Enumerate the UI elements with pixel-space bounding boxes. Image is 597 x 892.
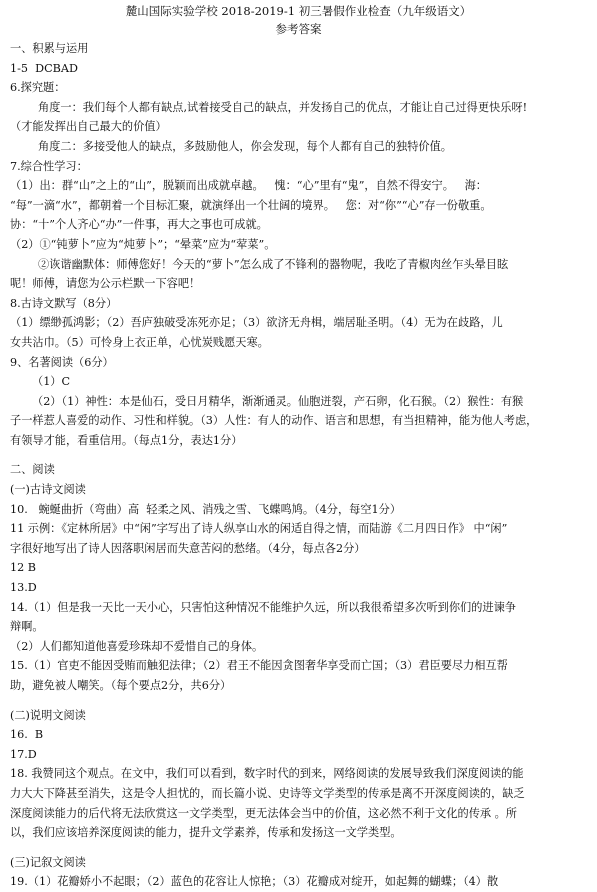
answer-line: 11 示例：《定林所居》中“闲”字写出了诗人纵享山水的闲适自得之情，而陆游《二月四日作》 中“闲” [10,522,508,536]
section-heading-1: 一、积累与运用 [10,42,89,55]
answer-line: ②诙谐幽默体：师傅您好！今天的“萝卜”怎么成了不锋利的器物呢，我吃了青椒肉丝乍头晕目眩 [38,257,509,271]
answer-line: （1）缥缈孤鸿影；（2）吾庐独破受冻死亦足；（3）欲济无舟楫，端居耻圣明。（4）无为在歧路，儿 [10,316,503,330]
answer-line: 10. 蜿蜒曲折（弯曲）高 轻柔之风、消残之雪、飞蝶鸣鸠。（4分，每空1分） [10,502,402,516]
answer-line: 协：“十”个人齐心“办”一件事，再大之事也可成就。 [10,218,268,232]
answer-line: 角度二：多接受他人的缺点，多鼓励他人，你会发现，每个人都有自己的独特价值。 [38,139,452,153]
answer-line: （2）（1）神性：本是仙石，受日月精华，渐渐通灵。仙胞迸裂，产石卵，化石猴。（2）猴性：有猴 [32,394,524,408]
answer-line: （才能发挥出自己最大的价值） [10,120,167,134]
spacer [10,450,587,460]
subsection-heading: (三)记叙文阅读 [10,855,86,869]
spacer [10,843,587,853]
spacer [10,696,587,706]
subsection-heading: (二)说明文阅读 [10,708,86,722]
answer-line: 14.（1）但是我一天比一天小心，只害怕这种情况不能维护久远，所以我很希望多次听到你们的进谏争 [10,600,516,614]
answer-line: 18. 我赞同这个观点。在文中，我们可以看到，数字时代的到来，网络阅读的发展导致我们深度阅读的能 [10,767,524,781]
answer-line: 力大大下降甚至消失，这是令人担忧的，而长篇小说、史诗等文学类型的传承是离不开深度阅读的，缺乏 [10,786,525,800]
answer-line: 9、名著阅读（6分） [10,355,114,369]
answer-line: 1-5 DCBAD [10,61,78,75]
answer-line: 辩啊。 [10,620,44,634]
answer-line: 6.探究题： [10,81,66,95]
document-subtitle: 参考答案 [275,22,322,36]
answer-line: （1）出：群“山”之上的“山”，脱颖而出成就卓越。 愧：“心”里有“鬼”，自然不得安宁。 海： [10,179,487,193]
answer-line: 13.D [10,581,37,595]
answer-line: 有领导才能，看重信用。（每点1分，表达1分） [10,433,243,447]
answer-line: 深度阅读能力的后代将无法欣赏这一文学类型，更无法体会当中的价值，这必然不利于文化的传承 。所 [10,806,517,820]
answer-line: 助，避免被人嘲笑。（每个要点2分，共6分） [10,679,232,692]
answer-line: 角度一：我们每个人都有缺点,试着接受自己的缺点，并发扬自己的优点，才能让自己过得更快乐呀! [38,100,528,114]
answer-line: 以，我们应该培养深度阅读的能力，提升文学素养，传承和发扬这一文学类型。 [10,826,402,840]
document-title: 麓山国际实验学校 2018-2019-1 初三暑假作业检查（九年级语文） [125,4,472,18]
answer-line: 15.（1）官吏不能因受贿而触犯法律；（2）君王不能因贪图奢华享受而亡国；（3）君臣要尽力相互帮 [10,659,508,673]
answer-line: 12 B [10,561,37,575]
answer-line: 子一样惹人喜爱的动作、习性和样貌。（3）人性：有人的动作、语言和思想，有当担精神，能为他人考虑， [10,414,538,428]
answer-line: 字很好地写出了诗人因落职闲居而失意苦闷的愁绪。（4分，每点各2分） [10,541,366,555]
answer-line: 8.古诗文默写（8分） [10,296,118,310]
answer-line: “每”一滴“水”，都朝着一个目标汇聚，就演绎出一个壮阔的境界。 您：对“你”“心”存一份敬重。 [10,198,492,212]
answer-line: 女共沾巾。（5）可怜身上衣正单，心忧炭贱愿天寒。 [10,335,269,349]
answer-line: 7.综合性学习： [10,159,88,173]
section-heading-2: 二、阅读 [10,463,55,477]
answer-line: 19.（1）花瓣娇小不起眼；（2）蓝色的花容让人惊艳；（3）花瓣成对绽开，如起舞的蝴蝶；（4）散 [10,875,499,889]
subsection-heading: (一)古诗文阅读 [10,483,86,497]
answer-line: （2）①“钝萝卜”应为“炖萝卜”；“晕菜”应为“荤菜”。 [10,237,276,251]
answer-line: （2）人们都知道他喜爱珍珠却不爱惜自己的身体。 [10,639,264,653]
answer-line: 16. B [10,728,44,742]
answer-line: 17.D [10,747,37,761]
answer-line: （1）C [32,375,71,389]
answer-line: 呢！师傅，请您为公示栏默一下容吧！ [10,277,201,291]
